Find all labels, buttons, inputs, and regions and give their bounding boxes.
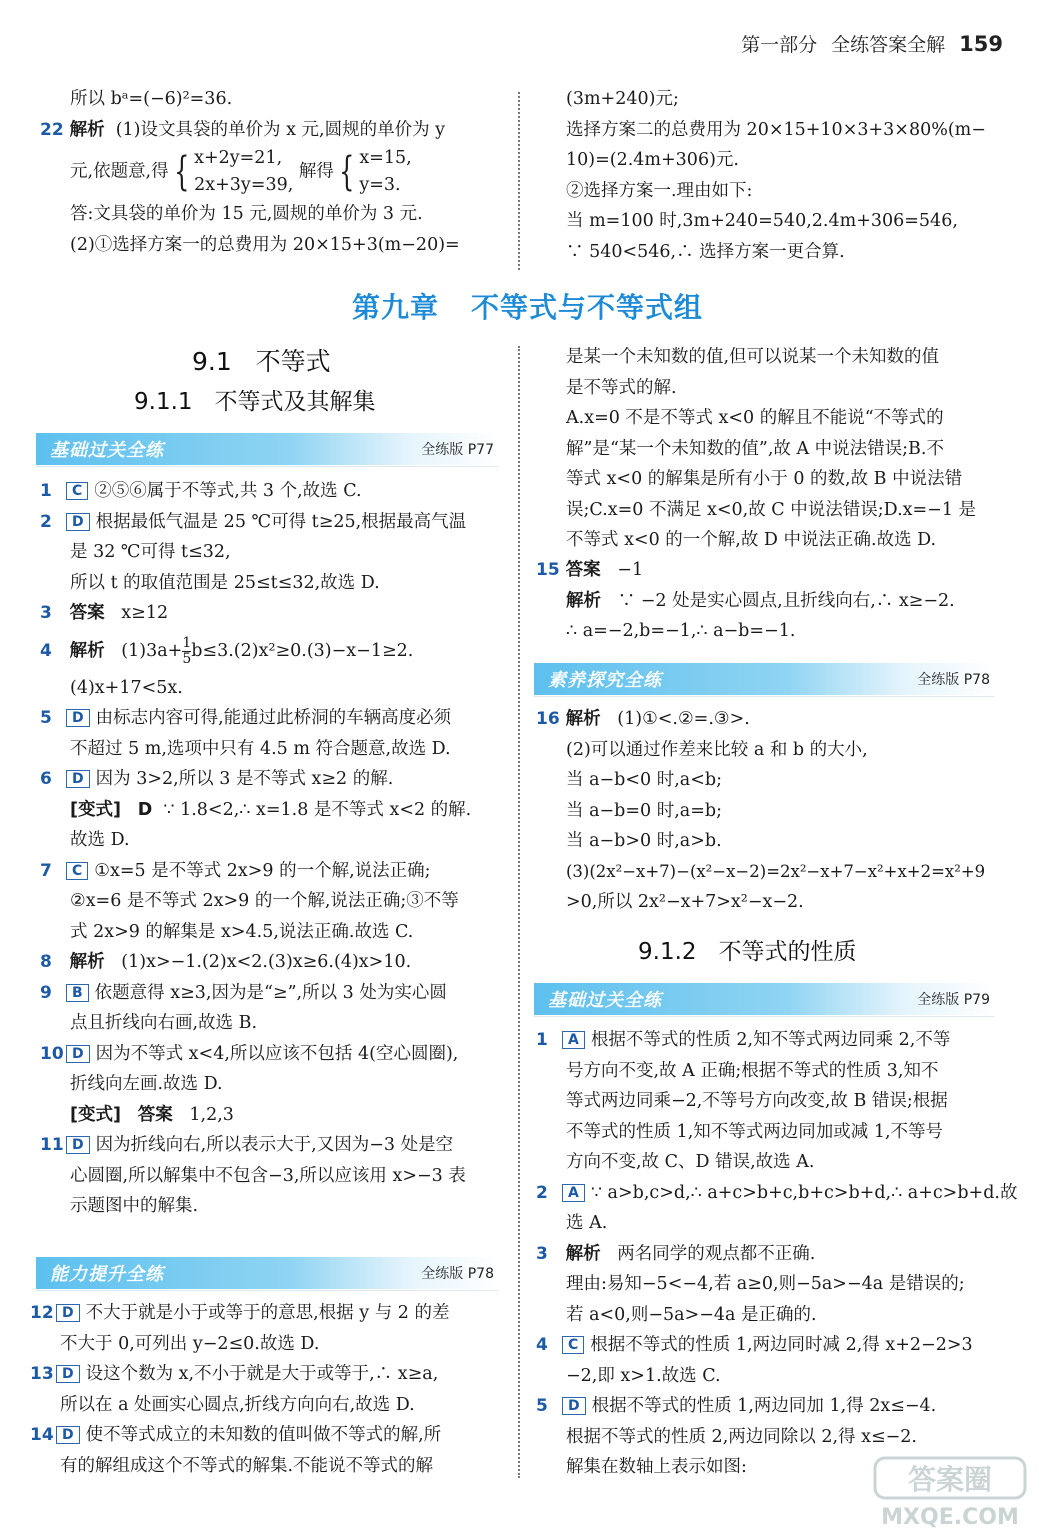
exercise-banner [36, 433, 498, 465]
text-line: (2)可以通过作差来比较 a 和 b 的大小, [566, 739, 868, 760]
answer-box: C [66, 482, 88, 500]
text-line: −2,即 x>1.故选 C. [566, 1365, 721, 1386]
text-line: 不超过 5 m,选项中只有 4.5 m 符合题意,故选 D. [70, 738, 451, 759]
text-line: 根据不等式的性质 1,两边同加 1,得 2x≤−4. [591, 1396, 937, 1416]
question-number: 3 [40, 603, 52, 623]
equation: y=3. [359, 175, 401, 195]
answer-box: D [562, 1397, 586, 1415]
text-line: 解”是“某一个未知数的值”,故 A 中说法错误;B.不 [566, 438, 944, 459]
text-line: 根据不等式的性质 2,知不等式两边同乘 2,不等 [590, 1030, 951, 1050]
question-number: 3 [536, 1243, 548, 1264]
question-number: 2 [40, 511, 52, 532]
text-line: 元,依题意,得 [70, 161, 169, 182]
answer-box: D [66, 513, 90, 531]
left-brace-icon: { [173, 149, 190, 195]
question-number: 1 [536, 1030, 548, 1050]
question-number: 11 [40, 1135, 64, 1155]
text-line: 根据最低气温是 25 ℃可得 t≥25,根据最高气温 [95, 511, 467, 532]
banner-title: 素养探究全练 [548, 670, 662, 691]
label-jiexi: 解析 [566, 590, 601, 611]
answer-box: D [56, 1365, 80, 1383]
answer-box: D [66, 709, 90, 727]
fraction [182, 636, 191, 667]
label-jiexi: 解析 [69, 952, 105, 972]
text-line: 折线向左画.故选 D. [70, 1074, 223, 1094]
text-line: 心圆圈,所以解集中不包含−3,所以应该用 x>−3 表 [70, 1165, 466, 1186]
text-line: ∵ 540<546,∴ 选择方案一更合算. [566, 241, 845, 262]
left-brace-icon: { [338, 149, 355, 195]
text-line: 等式 x<0 的解集是所有小于 0 的数,故 B 中说法错 [566, 469, 963, 489]
subsection-name: 不等式及其解集 [214, 389, 376, 415]
subsection-title [638, 933, 856, 966]
text-line: A.x=0 不是不等式 x<0 的解且不能说“不等式的 [566, 408, 944, 428]
label-bianshi: [变式] [70, 799, 121, 820]
left-answers [40, 476, 512, 1222]
text-line: 点且折线向右画,故选 B. [70, 1013, 258, 1033]
question-number: 16 [536, 709, 560, 729]
answer-box: D [66, 1045, 90, 1063]
section-number: 9.1 [192, 347, 232, 376]
text-line: 是不等式的解. [566, 377, 677, 398]
banner-title: 基础过关全练 [548, 990, 662, 1011]
text-line: 因为 3>2,所以 3 是不等式 x≥2 的解. [95, 769, 394, 789]
text-line: 所以在 a 处画实心圆点,折线方向向右,故选 D. [60, 1394, 415, 1415]
text-line: ∵ a>b,c>d,∴ a+c>b+c,b+c>b+d,∴ a+c>b+d.故 [590, 1182, 1018, 1203]
label-daan: 答案 [69, 603, 105, 623]
text-line: 误;C.x=0 不满足 x<0,故 C 中说法错误;D.x=−1 是 [566, 499, 977, 520]
top-right-column [566, 84, 1026, 267]
section-title [192, 342, 331, 378]
banner-rule [534, 696, 994, 697]
text-line: 所以 bᵃ=(−6)²=36. [70, 89, 233, 109]
text-line: 示题图中的解集. [70, 1196, 199, 1216]
text-line: 有的解组成这个不等式的解集.不能说不等式的解 [60, 1455, 434, 1476]
exercise-banner [534, 663, 994, 695]
text-line: 答:文具袋的单价为 15 元,圆规的单价为 3 元. [70, 204, 423, 224]
subsection-title [134, 383, 375, 416]
top-left-column [40, 84, 510, 260]
question-number: 15 [536, 560, 560, 580]
text-line: 依题意得 x≥3,因为是“≥”,所以 3 处为实心圆 [94, 982, 447, 1003]
label-daan: 答案 [565, 560, 601, 580]
text-line: 根据不等式的性质 1,两边同时减 2,得 x+2−2>3 [590, 1335, 973, 1355]
text-line: 当 a−b>0 时,a>b. [566, 831, 722, 851]
text-line: 因为折线向右,所以表示大于,又因为−3 处是空 [95, 1135, 454, 1155]
text-line: 根据不等式的性质 2,两边同除以 2,得 x≤−2. [566, 1426, 917, 1447]
text-line: (2)①选择方案一的总费用为 20×15+3(m−20)= [70, 234, 460, 255]
text-line: 设这个数为 x,不小于就是大于或等于,∴ x≥a, [85, 1364, 439, 1384]
banner-title: 基础过关全练 [50, 440, 164, 461]
answer-box: C [66, 862, 88, 880]
right-answers [566, 342, 1026, 556]
answer-box: D [56, 1304, 80, 1322]
text-line: 解集在数轴上表示如图: [566, 1457, 747, 1477]
text-line: 理由:易知−5<−4,若 a≥0,则−5a>−4a 是错误的; [566, 1274, 965, 1294]
answer-box: A [562, 1031, 585, 1049]
text-line: 不等式 x<0 的一个解,故 D 中说法正确.故选 D. [566, 530, 937, 550]
text-line: ②选择方案一.理由如下: [566, 180, 753, 201]
question-number: 14 [30, 1425, 54, 1445]
text-line: (1)x>−1.(2)x<2.(3)x≥6.(4)x>10. [121, 952, 412, 972]
column-divider [518, 92, 520, 270]
text-line: 号方向不变,故 A 正确;根据不等式的性质 3,知不 [566, 1060, 939, 1081]
text-line: x≥12 [121, 603, 169, 623]
chapter-title [0, 286, 1055, 326]
text-line: 故选 D. [70, 830, 130, 850]
question-number: 10 [40, 1043, 64, 1064]
variant-answer: D [137, 799, 153, 820]
subsection-number: 9.1.1 [134, 389, 193, 415]
text-line: ∴ a=−2,b=−1,∴ a−b=−1. [566, 621, 796, 641]
label-daan: 答案 [137, 1104, 173, 1125]
text-line: 方向不变,故 C、D 错误,故选 A. [566, 1152, 815, 1172]
question-number: 6 [40, 769, 52, 789]
text-line: ①x=5 是不等式 2x>9 的一个解,说法正确; [94, 860, 431, 881]
left-answers-2 [30, 1298, 512, 1481]
text-line: 当 m=100 时,3m+240=540,2.4m+306=546, [566, 211, 958, 231]
answer-box: B [66, 984, 89, 1002]
equation: 2x+3y=39, [194, 175, 294, 195]
header-part: 第一部分 [741, 34, 818, 56]
text-line: (1)3a+ [121, 640, 183, 661]
watermark-logo [845, 1454, 1045, 1532]
fraction-numerator: 1 [182, 634, 192, 651]
text-line: 使不等式成立的未知数的值叫做不等式的解,所 [85, 1425, 442, 1445]
question-number: 12 [30, 1303, 54, 1323]
header-section: 全练答案全解 [831, 34, 946, 56]
text-line: 两名同学的观点都不正确. [617, 1243, 816, 1264]
text-line: 1,2,3 [189, 1104, 234, 1125]
text-line: 当 a−b<0 时,a<b; [566, 770, 722, 790]
text-line: 因为不等式 x<4,所以应该不包括 4(空心圆圈), [95, 1043, 459, 1064]
question-number: 9 [40, 982, 52, 1003]
subsection-number: 9.1.2 [638, 939, 697, 965]
question-number: 4 [40, 640, 52, 661]
text-line: 不大于 0,可列出 y−2≤0.故选 D. [60, 1333, 320, 1354]
text-line: 当 a−b=0 时,a=b; [566, 800, 722, 821]
question-number: 7 [40, 860, 52, 881]
exercise-banner [36, 1257, 498, 1289]
label-jiexi: 解析 [565, 709, 601, 729]
right-q16 [536, 704, 1026, 918]
text-line: (4)x+17<5x. [70, 677, 183, 698]
text-line: −1 [617, 560, 644, 580]
text-line: ∵ −2 处是实心圆点,且折线向右,∴ x≥−2. [617, 590, 955, 611]
question-number: 2 [536, 1182, 548, 1203]
question-number: 1 [40, 481, 52, 501]
page-number: 159 [959, 32, 1003, 56]
question-number: 8 [40, 952, 52, 972]
svg-text:答案圈: 答案圈 [907, 1463, 993, 1496]
answer-box: D [56, 1426, 80, 1444]
question-number: 5 [40, 708, 52, 728]
column-divider [518, 346, 520, 1478]
section-name: 不等式 [255, 347, 331, 376]
banner-ref: 全练版 P78 [421, 1266, 494, 1282]
banner-title: 能力提升全练 [50, 1264, 164, 1285]
text-line: 是某一个未知数的值,但可以说某一个未知数的值 [566, 347, 940, 367]
text-line: 选择方案二的总费用为 20×15+10×3+3×80%(m− [566, 119, 986, 140]
banner-ref: 全练版 P77 [421, 442, 494, 458]
text-line: 解得 [298, 161, 334, 182]
equation: x+2y=21, [194, 148, 283, 168]
right-q15 [536, 555, 1026, 647]
banner-rule [36, 466, 498, 467]
text-line: (1)设文具袋的单价为 x 元,圆规的单价为 y [115, 119, 446, 140]
text-line: ∵ 1.8<2,∴ x=1.8 是不等式 x<2 的解. [163, 799, 472, 820]
question-number: 22 [40, 119, 64, 140]
label-jiexi: 解析 [565, 1243, 601, 1264]
text-line: (3m+240)元; [566, 89, 679, 109]
label-jiexi: 解析 [69, 119, 105, 140]
text-line: 由标志内容可得,能通过此桥洞的车辆高度必须 [95, 708, 452, 728]
text-line: (3)(2x²−x+7)−(x²−x−2)=2x²−x+7−x²+x+2=x²+9 [566, 861, 986, 881]
question-number: 4 [536, 1335, 548, 1355]
answer-box: D [66, 770, 90, 788]
text-line: 等式两边同乘−2,不等号方向改变,故 B 错误;根据 [566, 1091, 948, 1111]
question-number: 13 [30, 1364, 54, 1384]
page-header [741, 30, 1003, 57]
text-line: 不大于就是小于或等于的意思,根据 y 与 2 的差 [85, 1303, 450, 1323]
chapter-name: 不等式与不等式组 [471, 291, 704, 324]
text-line: >0,所以 2x²−x+7>x²−x−2. [566, 892, 804, 912]
label-bianshi: [变式] [70, 1104, 121, 1125]
banner-rule [36, 1290, 498, 1291]
watermark-text: MXQE.COM [881, 1505, 1019, 1530]
text-line: 不等式的性质 1,知不等式两边同加或减 1,不等号 [566, 1121, 944, 1142]
subsection-name: 不等式的性质 [718, 939, 857, 965]
text-line: 所以 t 的取值范围是 25≤t≤32,故选 D. [70, 572, 380, 593]
text-line: ②⑤⑥属于不等式,共 3 个,故选 C. [94, 481, 362, 501]
text-line: 是 32 ℃可得 t≤32, [70, 542, 231, 562]
text-line: 10)=(2.4m+306)元. [566, 150, 739, 170]
equation: x=15, [359, 148, 412, 168]
text-line: 式 2x>9 的解集是 x>4.5,说法正确.故选 C. [70, 921, 414, 942]
exercise-banner [534, 983, 994, 1015]
fraction-denominator: 5 [182, 650, 192, 667]
question-number: 5 [536, 1396, 548, 1416]
label-jiexi: 解析 [69, 640, 105, 661]
text-line: 若 a<0,则−5a>−4a 是正确的. [566, 1304, 817, 1325]
answer-box: D [66, 1136, 90, 1154]
answer-box: C [562, 1336, 584, 1354]
text-line: b≤3.(2)x²≥0.(3)−x−1≥2. [191, 640, 414, 661]
text-line: (1)①<.②=.③>. [617, 709, 750, 729]
banner-ref: 全练版 P79 [917, 992, 990, 1008]
text-line: ②x=6 是不等式 2x>9 的一个解,说法正确;③不等 [70, 891, 459, 911]
banner-rule [534, 1016, 994, 1017]
right-properties [536, 1025, 1026, 1483]
banner-ref: 全练版 P78 [917, 672, 990, 688]
chapter-number: 第九章 [351, 291, 439, 324]
answer-box: A [562, 1184, 585, 1202]
text-line: 选 A. [566, 1213, 608, 1233]
